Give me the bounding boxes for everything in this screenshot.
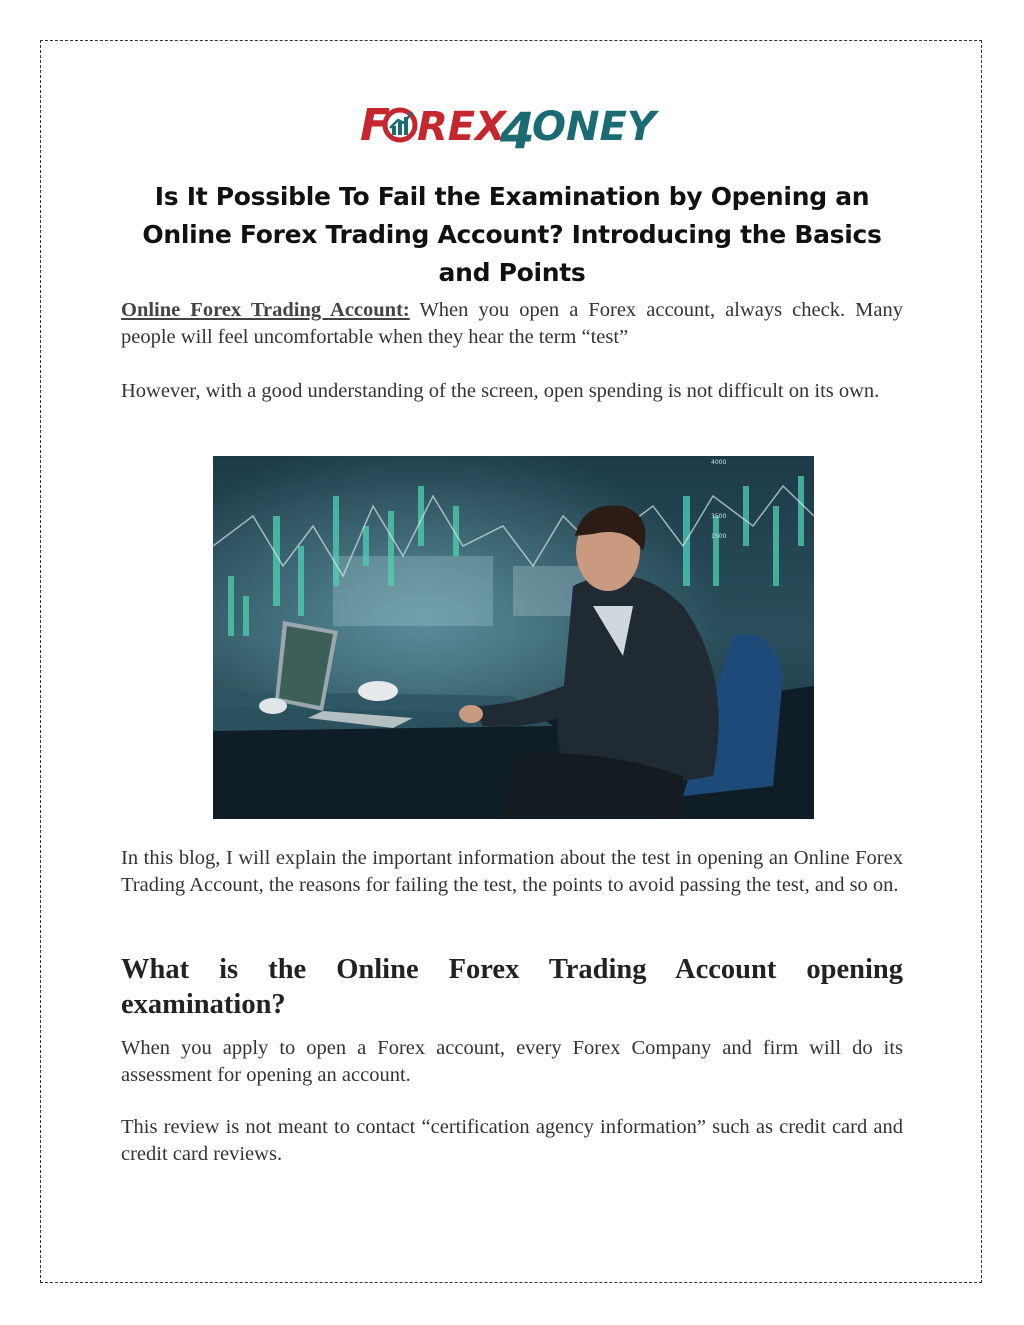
logo-letters-oney: ONEY [532,104,656,150]
logo-letters-rex: REX [417,104,506,150]
intro-paragraph [121,297,903,351]
chart-label: 3500 [711,513,727,520]
forex4money-logo [360,98,665,153]
paragraph-5: This review is not meant to contact “certification agency information” such as credit card and credit card reviews. [121,1116,903,1165]
paragraph-4: When you apply to open a Forex account, every Forex Company and firm will do its assessment for opening an account. [121,1037,903,1086]
logo-numeral: 4 [500,102,535,153]
hero-image [213,456,814,819]
intro-link[interactable]: Online Forex Trading Account: [121,299,410,321]
page-title: Is It Possible To Fail the Examination by Opening an Online Forex Trading Account? Introducing the Basics and Points [142,182,882,287]
chart-label: 4000 [711,459,727,466]
chart-label: 1500 [711,533,727,540]
intro-text: When you open a Forex account, always check. Many people will feel uncomfortable when they hear the term “test” [121,299,903,348]
section-heading: What is the Online Forex Trading Account opening examination? [121,954,903,1020]
logo-letter-f: F [360,100,391,151]
paragraph-2: However, with a good understanding of the screen, open spending is not difficult on its own. [121,380,880,402]
paragraph-3: In this blog, I will explain the important information about the test in opening an Online Forex Trading Account, the reasons for failing the test, the points to avoid passing the test, and so on. [121,847,903,896]
